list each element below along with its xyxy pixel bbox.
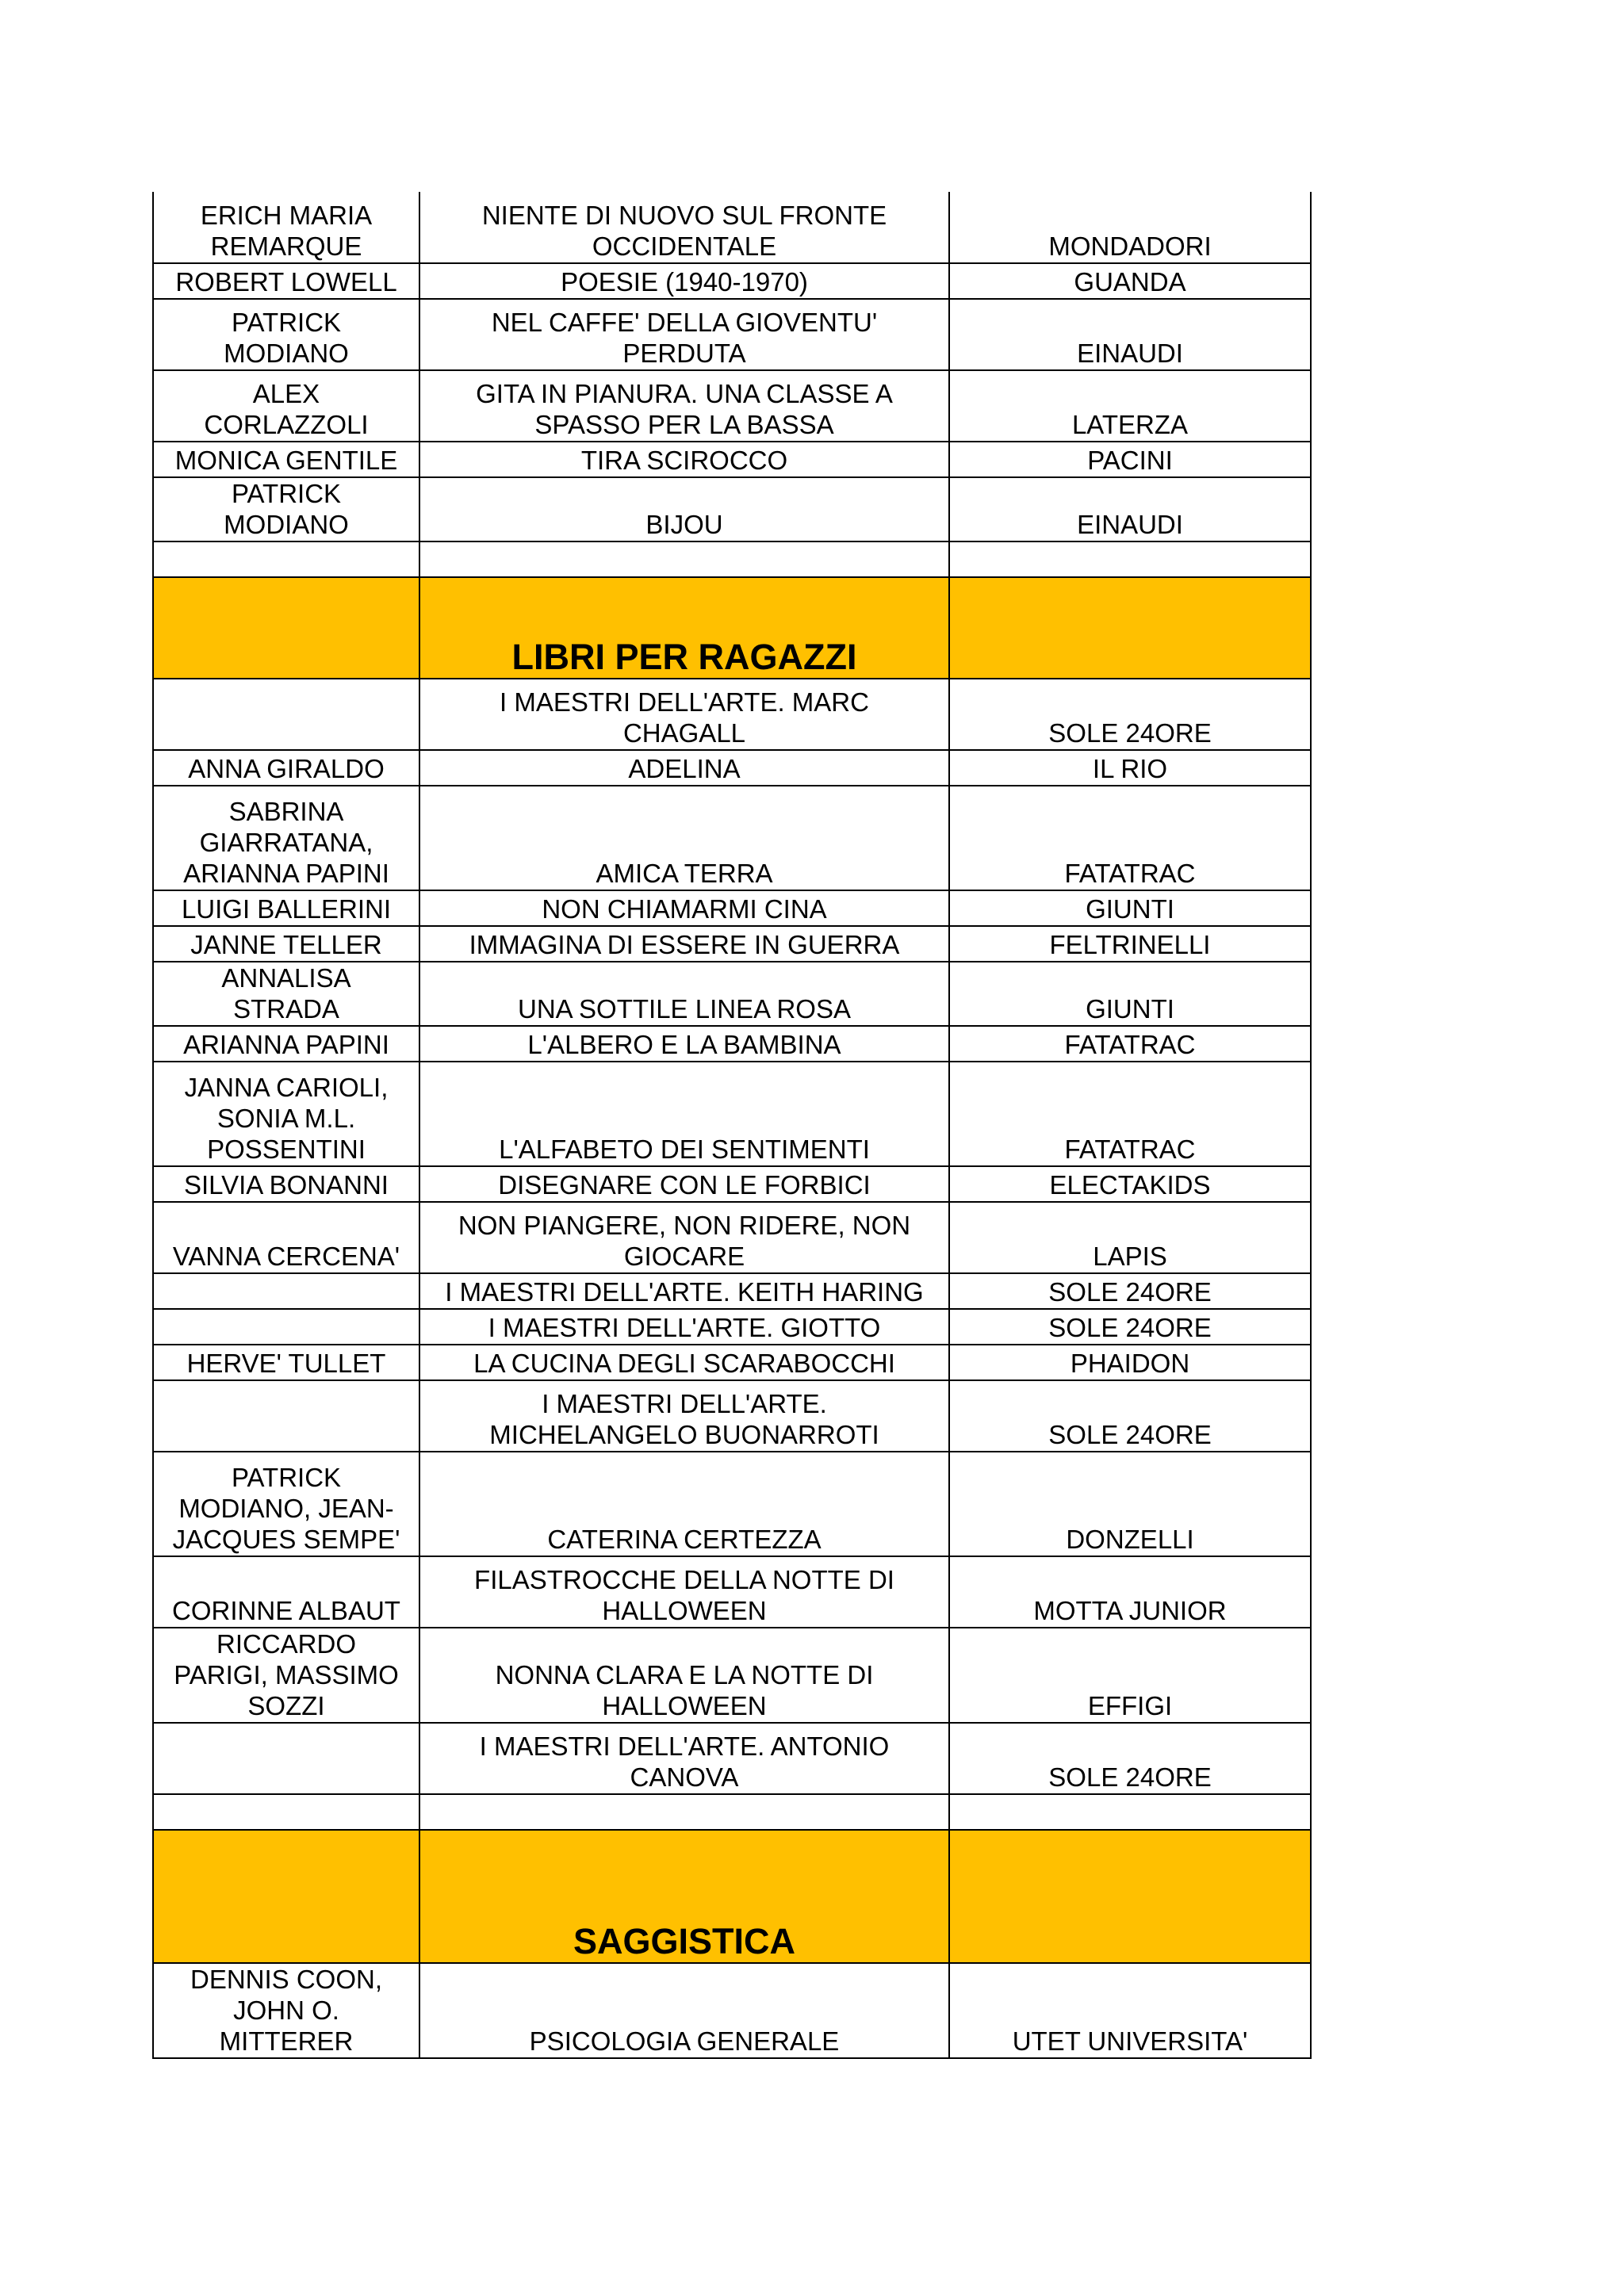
title-cell: I MAESTRI DELL'ARTE. ANTONIO CANOVA — [419, 1723, 949, 1794]
title-cell: I MAESTRI DELL'ARTE. MICHELANGELO BUONARROTI — [419, 1380, 949, 1452]
table-row — [153, 1556, 1311, 1628]
table-row — [153, 750, 1311, 786]
author-cell: ALEX CORLAZZOLI — [153, 370, 419, 442]
publisher-cell: ELECTAKIDS — [949, 1166, 1311, 1202]
section-header-row — [153, 1830, 1311, 1963]
title-cell: NONNA CLARA E LA NOTTE DI HALLOWEEN — [419, 1628, 949, 1723]
title-cell: NON PIANGERE, NON RIDERE, NON GIOCARE — [419, 1202, 949, 1273]
publisher-cell: SOLE 24ORE — [949, 1723, 1311, 1794]
publisher-cell: EINAUDI — [949, 299, 1311, 370]
section-header-row — [153, 577, 1311, 679]
publisher-cell: GUANDA — [949, 263, 1311, 299]
publisher-cell: SOLE 24ORE — [949, 1380, 1311, 1452]
title-cell: FILASTROCCHE DELLA NOTTE DI HALLOWEEN — [419, 1556, 949, 1628]
table-row — [153, 263, 1311, 299]
title-cell: L'ALBERO E LA BAMBINA — [419, 1026, 949, 1062]
author-cell — [153, 541, 419, 577]
publisher-cell: LAPIS — [949, 1202, 1311, 1273]
table-row — [153, 1202, 1311, 1273]
publisher-cell: MOTTA JUNIOR — [949, 1556, 1311, 1628]
table-row — [153, 1273, 1311, 1309]
publisher-cell: LATERZA — [949, 370, 1311, 442]
title-cell — [419, 541, 949, 577]
title-cell: I MAESTRI DELL'ARTE. KEITH HARING — [419, 1273, 949, 1309]
publisher-cell — [949, 541, 1311, 577]
author-cell: ERICH MARIA REMARQUE — [153, 192, 419, 263]
title-cell: DISEGNARE CON LE FORBICI — [419, 1166, 949, 1202]
title-cell: I MAESTRI DELL'ARTE. MARC CHAGALL — [419, 679, 949, 750]
publisher-cell: PHAIDON — [949, 1345, 1311, 1380]
publisher-cell: EFFIGI — [949, 1628, 1311, 1723]
publisher-cell: FATATRAC — [949, 1026, 1311, 1062]
title-cell: LA CUCINA DEGLI SCARABOCCHI — [419, 1345, 949, 1380]
author-cell: ROBERT LOWELL — [153, 263, 419, 299]
publisher-cell — [949, 1794, 1311, 1830]
section-header-cell — [949, 1830, 1311, 1963]
author-cell — [153, 1794, 419, 1830]
table-row — [153, 1026, 1311, 1062]
table-row — [153, 1963, 1311, 2058]
author-cell: LUIGI BALLERINI — [153, 890, 419, 926]
author-cell: MONICA GENTILE — [153, 442, 419, 477]
publisher-cell: SOLE 24ORE — [949, 1309, 1311, 1345]
author-cell: VANNA CERCENA' — [153, 1202, 419, 1273]
author-cell: JANNA CARIOLI, SONIA M.L. POSSENTINI — [153, 1062, 419, 1166]
author-cell: SILVIA BONANNI — [153, 1166, 419, 1202]
title-cell: UNA SOTTILE LINEA ROSA — [419, 962, 949, 1026]
title-cell: NON CHIAMARMI CINA — [419, 890, 949, 926]
publisher-cell: GIUNTI — [949, 962, 1311, 1026]
table-row — [153, 1452, 1311, 1556]
section-header-cell — [153, 1830, 419, 1963]
author-cell: CORINNE ALBAUT — [153, 1556, 419, 1628]
title-cell: NIENTE DI NUOVO SUL FRONTE OCCIDENTALE — [419, 192, 949, 263]
title-cell — [419, 1794, 949, 1830]
table-row — [153, 926, 1311, 962]
table-row — [153, 299, 1311, 370]
publisher-cell: IL RIO — [949, 750, 1311, 786]
section-header-cell — [949, 577, 1311, 679]
table-row — [153, 1166, 1311, 1202]
publisher-cell: GIUNTI — [949, 890, 1311, 926]
title-cell: AMICA TERRA — [419, 786, 949, 890]
table-row — [153, 1794, 1311, 1830]
book-list-table — [152, 192, 1312, 2059]
title-cell: GITA IN PIANURA. UNA CLASSE A SPASSO PER LA BASSA — [419, 370, 949, 442]
author-cell: DENNIS COON, JOHN O. MITTERER — [153, 1963, 419, 2058]
table-row — [153, 786, 1311, 890]
title-cell: PSICOLOGIA GENERALE — [419, 1963, 949, 2058]
title-cell: L'ALFABETO DEI SENTIMENTI — [419, 1062, 949, 1166]
author-cell — [153, 1380, 419, 1452]
title-cell: TIRA SCIROCCO — [419, 442, 949, 477]
title-cell: BIJOU — [419, 477, 949, 541]
author-cell: ARIANNA PAPINI — [153, 1026, 419, 1062]
author-cell — [153, 679, 419, 750]
title-cell: IMMAGINA DI ESSERE IN GUERRA — [419, 926, 949, 962]
table-row — [153, 890, 1311, 926]
title-cell: POESIE (1940-1970) — [419, 263, 949, 299]
publisher-cell: FATATRAC — [949, 786, 1311, 890]
publisher-cell: DONZELLI — [949, 1452, 1311, 1556]
table-row — [153, 1380, 1311, 1452]
publisher-cell: SOLE 24ORE — [949, 1273, 1311, 1309]
publisher-cell: MONDADORI — [949, 192, 1311, 263]
table-row — [153, 679, 1311, 750]
publisher-cell: SOLE 24ORE — [949, 679, 1311, 750]
publisher-cell: FELTRINELLI — [949, 926, 1311, 962]
title-cell: NEL CAFFE' DELLA GIOVENTU' PERDUTA — [419, 299, 949, 370]
section-heading: LIBRI PER RAGAZZI — [419, 577, 949, 679]
title-cell: CATERINA CERTEZZA — [419, 1452, 949, 1556]
section-heading: SAGGISTICA — [419, 1830, 949, 1963]
author-cell: JANNE TELLER — [153, 926, 419, 962]
table-row — [153, 962, 1311, 1026]
table-row — [153, 1062, 1311, 1166]
table-row — [153, 192, 1311, 263]
author-cell: ANNALISA STRADA — [153, 962, 419, 1026]
table-row — [153, 1723, 1311, 1794]
author-cell: ANNA GIRALDO — [153, 750, 419, 786]
author-cell: HERVE' TULLET — [153, 1345, 419, 1380]
author-cell: PATRICK MODIANO, JEAN- JACQUES SEMPE' — [153, 1452, 419, 1556]
table-row — [153, 541, 1311, 577]
author-cell: PATRICK MODIANO — [153, 299, 419, 370]
author-cell: PATRICK MODIANO — [153, 477, 419, 541]
author-cell: RICCARDO PARIGI, MASSIMO SOZZI — [153, 1628, 419, 1723]
publisher-cell: EINAUDI — [949, 477, 1311, 541]
table-row — [153, 442, 1311, 477]
publisher-cell: FATATRAC — [949, 1062, 1311, 1166]
table-row — [153, 1309, 1311, 1345]
title-cell: I MAESTRI DELL'ARTE. GIOTTO — [419, 1309, 949, 1345]
table-row — [153, 477, 1311, 541]
author-cell — [153, 1273, 419, 1309]
publisher-cell: UTET UNIVERSITA' — [949, 1963, 1311, 2058]
author-cell — [153, 1309, 419, 1345]
section-header-cell — [153, 577, 419, 679]
table-row — [153, 370, 1311, 442]
table-row — [153, 1628, 1311, 1723]
author-cell — [153, 1723, 419, 1794]
title-cell: ADELINA — [419, 750, 949, 786]
author-cell: SABRINA GIARRATANA, ARIANNA PAPINI — [153, 786, 419, 890]
publisher-cell: PACINI — [949, 442, 1311, 477]
table-row — [153, 1345, 1311, 1380]
